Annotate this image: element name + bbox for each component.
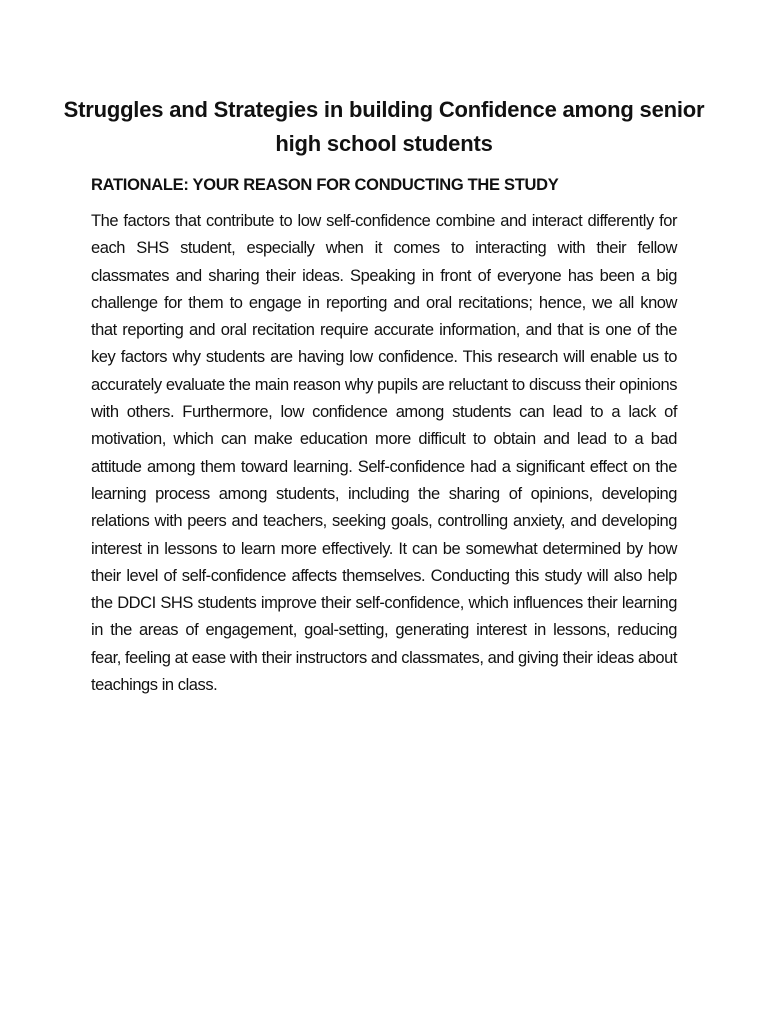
rationale-paragraph: The factors that contribute to low self-confidence combine and interact differently for each SHS student, especially when it comes to interacting with their fellow classmates and sharing their ideas. Speaking in front of everyone has been a big challenge for them to engage in reporting and oral recitations; hence, we all know that reporting and oral recitation require accurate information, and that is one of the key factors why students are having low confidence. This research will enable us to accurately evaluate the main reason why pupils are reluctant to discuss their opinions with others. Furthermore, low confidence among students can lead to a lack of motivation, which can make education more difficult to obtain and lead to a bad attitude among them toward learning. Self-confidence had a significant effect on the learning process among students, including the sharing of opinions, developing relations with peers and teachers, seeking goals, controlling anxiety, and developing interest in lessons to learn more effectively. It can be somewhat determined by how their level of self-confidence affects themselves. Conducting this study will also help the DDCI SHS students improve their self-confidence, which influences their learning in the areas of engagement, goal-setting, generating interest in lessons, reducing fear, feeling at ease with their instructors and classmates, and giving their ideas about teachings in class. [91, 212, 677, 695]
document-title: Struggles and Strategies in building Confidence among senior high school students [63, 97, 705, 156]
section-heading: RATIONALE: YOUR REASON FOR CONDUCTING THE STUDY [91, 176, 559, 194]
